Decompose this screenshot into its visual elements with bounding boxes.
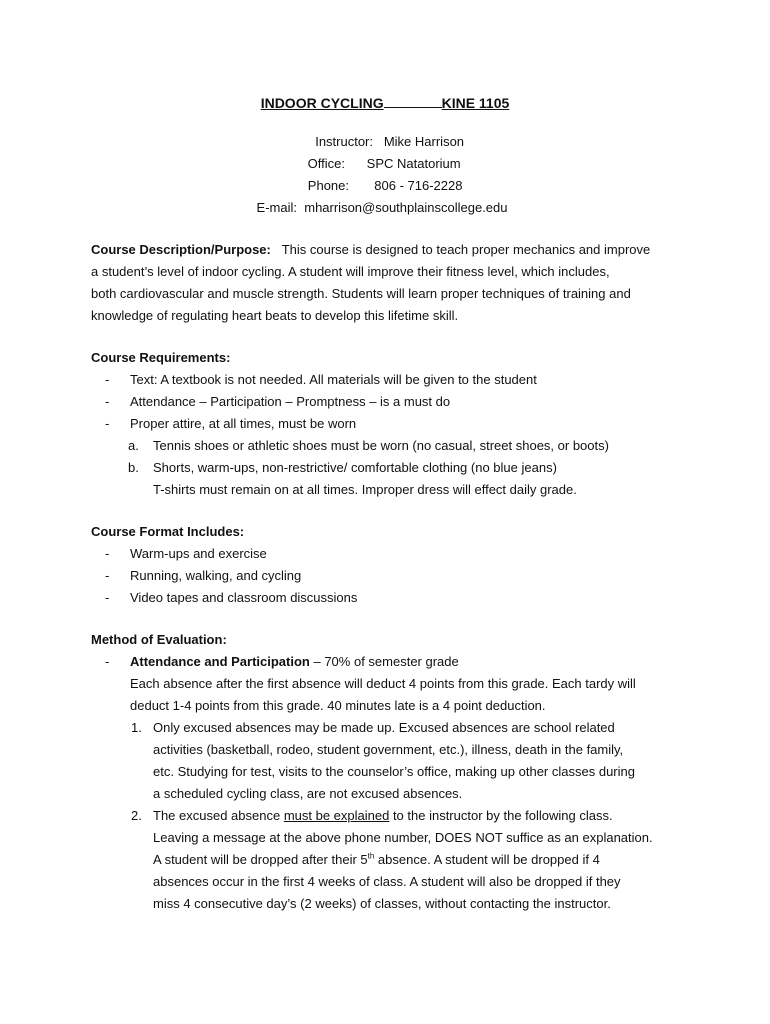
requirement-text: Text: A textbook is not needed. All materials will be given to the student bbox=[130, 372, 537, 387]
requirements-heading: Course Requirements: bbox=[91, 350, 231, 365]
numbered-text: The excused absence bbox=[153, 808, 284, 823]
description-heading: Course Description/Purpose: bbox=[91, 242, 271, 257]
list-marker: 2. bbox=[131, 808, 142, 823]
dash-bullet: - bbox=[105, 590, 110, 605]
email-label: E-mail: bbox=[256, 200, 297, 215]
requirement-item bbox=[91, 413, 691, 435]
description-line-2: a student’s level of indoor cycling. A student will improve their fitness level, which includes, bbox=[91, 264, 610, 279]
requirement-item bbox=[91, 369, 691, 391]
phone-row bbox=[0, 175, 770, 197]
list-marker: a. bbox=[128, 438, 139, 453]
title-underline-gap bbox=[384, 106, 442, 108]
evaluation-paragraph-line-1: Each absence after the first absence will deduct 4 points from this grade. Each tardy will bbox=[130, 676, 636, 691]
subitem-text: Tennis shoes or athletic shoes must be worn (no casual, street shoes, or boots) bbox=[153, 438, 609, 453]
dash-bullet: - bbox=[105, 394, 110, 409]
phone-value: 806 - 716-2228 bbox=[374, 178, 463, 193]
dash-bullet: - bbox=[105, 372, 110, 387]
office-row bbox=[0, 153, 770, 175]
format-item bbox=[91, 543, 691, 565]
list-marker: 1. bbox=[131, 720, 142, 735]
numbered-item-1-line-4: a scheduled cycling class, are not excused absences. bbox=[153, 786, 463, 801]
numbered-item-2-line-2: Leaving a message at the above phone number, DOES NOT suffice as an explanation. bbox=[153, 830, 653, 845]
numbered-item-2-line-5: miss 4 consecutive day’s (2 weeks) of classes, without contacting the instructor. bbox=[153, 896, 611, 911]
format-section bbox=[91, 521, 691, 609]
dash-bullet: - bbox=[105, 546, 110, 561]
evaluation-item bbox=[91, 651, 691, 673]
description-text-1: This course is designed to teach proper mechanics and improve bbox=[281, 242, 651, 257]
subitem-text: Shorts, warm-ups, non-restrictive/ comfortable clothing (no blue jeans) bbox=[153, 460, 557, 475]
office-value: SPC Natatorium bbox=[366, 156, 461, 171]
numbered-text: to the instructor by the following class. bbox=[389, 808, 613, 823]
format-text: Warm-ups and exercise bbox=[130, 546, 267, 561]
numbered-item-1-line-3: etc. Studying for test, visits to the counselor’s office, making up other classes during bbox=[153, 764, 635, 779]
requirements-section bbox=[91, 347, 691, 501]
description-section bbox=[91, 239, 691, 327]
instructor-value: Mike Harrison bbox=[383, 134, 465, 149]
format-item bbox=[91, 565, 691, 587]
course-name: INDOOR CYCLING bbox=[260, 95, 384, 111]
numbered-text: absence. A student will be dropped if 4 bbox=[374, 852, 600, 867]
dash-bullet: - bbox=[105, 568, 110, 583]
numbered-text: A student will be dropped after their 5 bbox=[153, 852, 368, 867]
email-value[interactable]: mharrison@southplainscollege.edu bbox=[304, 200, 508, 215]
evaluation-numbered-item-1 bbox=[91, 717, 691, 739]
syllabus-content bbox=[91, 239, 691, 915]
course-code: KINE 1105 bbox=[441, 95, 510, 111]
dash-bullet: - bbox=[105, 416, 110, 431]
description-line-3: both cardiovascular and muscle strength. Students will learn proper techniques of training and bbox=[91, 286, 631, 301]
evaluation-section bbox=[91, 629, 691, 915]
evaluation-heading: Method of Evaluation: bbox=[91, 632, 227, 647]
requirement-subitem-b bbox=[91, 457, 691, 479]
office-label: Office: bbox=[307, 156, 345, 171]
underlined-phrase: must be explained bbox=[283, 808, 390, 823]
phone-label: Phone: bbox=[307, 178, 349, 193]
requirement-item bbox=[91, 391, 691, 413]
contact-block bbox=[0, 131, 770, 219]
format-text: Video tapes and classroom discussions bbox=[130, 590, 358, 605]
format-item bbox=[91, 587, 691, 609]
format-text: Running, walking, and cycling bbox=[130, 568, 302, 583]
instructor-row bbox=[0, 131, 770, 153]
numbered-item-2-line-4: absences occur in the first 4 weeks of class. A student will also be dropped if they bbox=[153, 874, 621, 889]
requirement-subitem-b-continued: T-shirts must remain on at all times. Improper dress will effect daily grade. bbox=[153, 482, 577, 497]
dash-bullet: - bbox=[105, 654, 110, 669]
format-heading: Course Format Includes: bbox=[91, 524, 245, 539]
description-line-1 bbox=[91, 239, 691, 261]
numbered-text: Only excused absences may be made up. Excused absences are school related bbox=[153, 720, 615, 735]
requirement-text: Proper attire, at all times, must be worn bbox=[130, 416, 357, 431]
instructor-label: Instructor: bbox=[315, 134, 373, 149]
ordinal-superscript: th bbox=[367, 851, 375, 861]
evaluation-paragraph-line-2: deduct 1-4 points from this grade. 40 minutes late is a 4 point deduction. bbox=[130, 698, 546, 713]
description-line-4: knowledge of regulating heart beats to develop this lifetime skill. bbox=[91, 308, 459, 323]
numbered-item-2-line-3 bbox=[91, 849, 691, 871]
requirement-text: Attendance – Participation – Promptness – is a must do bbox=[130, 394, 451, 409]
email-row bbox=[0, 197, 770, 219]
evaluation-item-title: Attendance and Participation bbox=[130, 654, 310, 669]
course-title bbox=[0, 95, 770, 111]
evaluation-numbered-item-2 bbox=[91, 805, 691, 827]
requirement-subitem-a bbox=[91, 435, 691, 457]
evaluation-item-weight: – 70% of semester grade bbox=[309, 654, 459, 669]
numbered-item-1-line-2: activities (basketball, rodeo, student government, etc.), illness, death in the family, bbox=[153, 742, 624, 757]
list-marker: b. bbox=[128, 460, 139, 475]
